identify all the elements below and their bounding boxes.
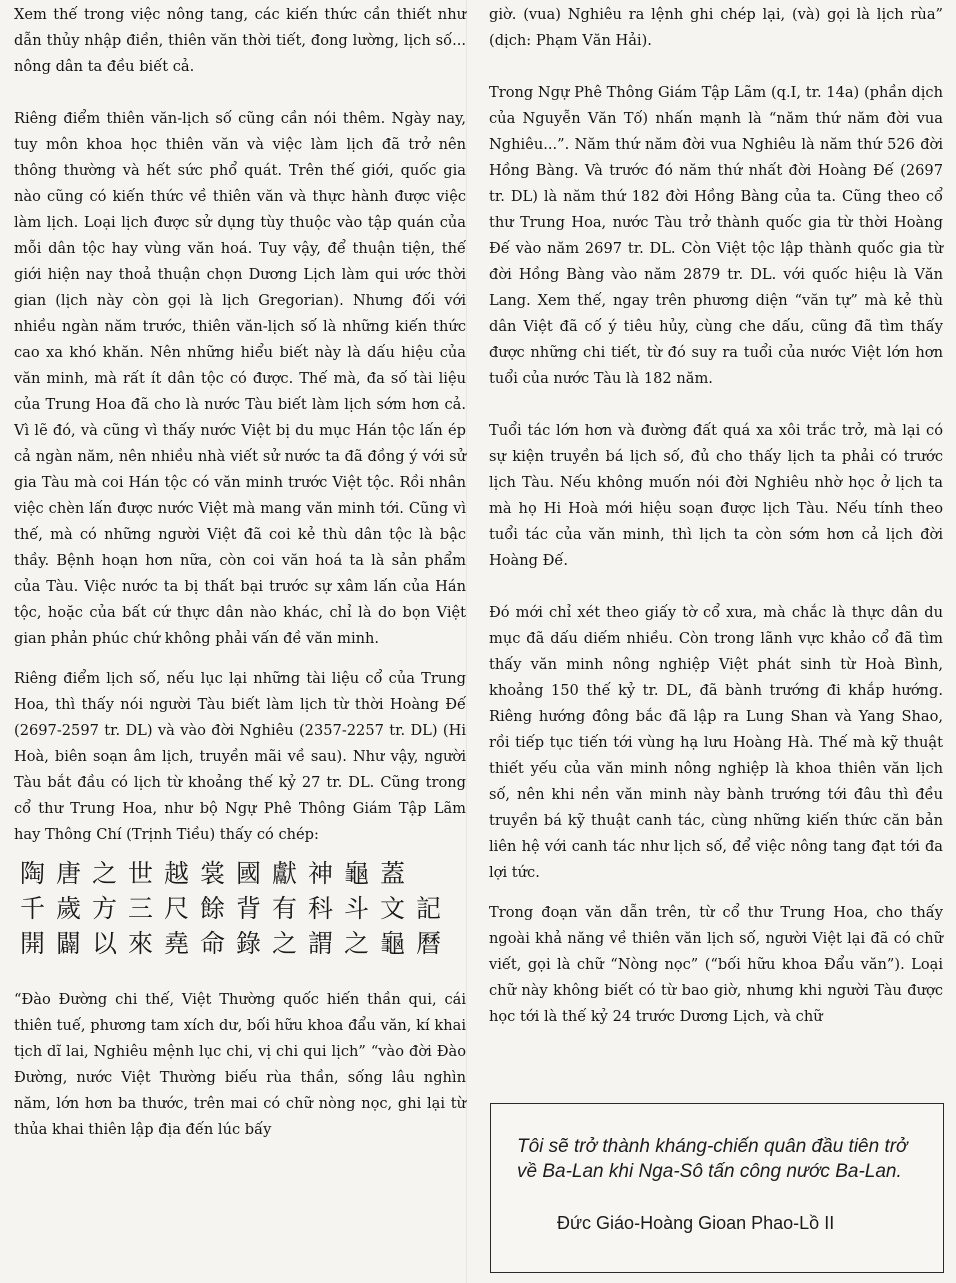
quote-box xyxy=(490,1103,944,1273)
left-paragraph-3: Riêng điểm lịch số, nếu lục lại những tài liệu cổ của Trung Hoa, thì thấy nói người Tàu biết làm lịch từ thời Hoàng Đế (2697-2597 tr. DL) và vào đời Nghiêu (2357-2257 tr. DL) (Hi Hoà, biên soạn âm lịch, truyền mãi về sau). Như vậy, người Tàu bắt đầu có lịch từ khoảng thế kỷ 27 tr. DL. Cũng trong cổ thư Trung Hoa, như bộ Ngự Phê Thông Giám Tập Lãm hay Thông Chí (Trịnh Tiều) thấy có chép: xyxy=(14,670,466,843)
left-paragraph-1: Xem thế trong việc nông tang, các kiến thức cần thiết như dẫn thủy nhập điền, thiên văn thời tiết, đong lường, lịch số... nông dân ta đều biết cả. xyxy=(14,6,466,75)
right-paragraph-2: Trong Ngự Phê Thông Giám Tập Lãm (q.I, tr. 14a) (phần dịch của Nguyễn Văn Tố) nhấn mạnh là “năm thứ năm đời vua Nghiêu...”. Năm thứ năm đời vua Nghiêu là năm thứ 526 đời Hồng Bàng. Và trước đó năm thứ nhất đời Hoàng Đế (2697 tr. DL) là năm thứ 182 đời Hồng Bàng của ta. Cũng theo cổ thư Trung Hoa, nước Tàu trở thành quốc gia từ thời Hoàng Đế vào năm 2697 tr. DL. Còn Việt tộc lập thành quốc gia từ đời Hồng Bàng vào năm 2879 tr. DL. với quốc hiệu là Văn Lang. Xem thế, ngay trên phương diện “văn tự” mà kẻ thù dân Việt đã cố ý tiêu hủy, cùng che dấu, cũng đã tìm thấy được những chi tiết, từ đó suy ra tuổi của nước Việt lớn hơn tuổi của nước Tàu là 182 năm. xyxy=(489,84,943,387)
quote-text: Tôi sẽ trở thành kháng-chiến quân đầu tiên trở về Ba-Lan khi Nga-Sô tấn công nước Ba-Lan. xyxy=(517,1136,908,1182)
paragraph-gap xyxy=(14,961,466,987)
left-paragraph-4: “Đào Đường chi thế, Việt Thường quốc hiến thần qui, cái thiên tuế, phương tam xích dư, bối hữu khoa đẩu văn, kí khai tịch dĩ lai, Nghiêu mệnh lục chi, vị chi qui lịch” “vào đời Đào Đường, nước Việt Thường biếu rùa thần, sống lâu nghìn năm, lớn hơn ba thước, trên mai có chữ nòng nọc, ghi lại từ thủa khai thiên lập địa đến lúc bấy xyxy=(14,991,466,1138)
column-divider xyxy=(466,0,467,1283)
chinese-line-1: 陶唐之世越裳國獻神龜蓋 xyxy=(20,859,417,888)
left-paragraph-2: Riêng điểm thiên văn-lịch số cũng cần nói thêm. Ngày nay, tuy môn khoa học thiên văn và việc làm lịch đã trở nên thông thường và hết sức phổ quát. Trên thế giới, quốc gia nào cũng có kiến thức về thiên văn và thực hành được việc làm lịch. Loại lịch được sử dụng tùy thuộc vào tập quán của mỗi dân tộc hay vùng văn hoá. Tuy vậy, để thuận tiện, thế giới hiện nay thoả thuận chọn Dương Lịch làm qui ước thời gian (lịch này còn gọi là lịch Gregorian). Nhưng đối với nhiều ngàn năm trước, thiên văn-lịch số là những kiến thức cao xa khó khăn. Nên những hiểu biết này là dấu hiệu của văn minh, mà rất ít dân tộc có được. Thế mà, đa số tài liệu của Trung Hoa đã cho là nước Tàu biết làm lịch sớm hơn cả. Vì lẽ đó, và cũng vì thấy nước Việt bị du mục Hán tộc lấn ép cả ngàn năm, nên nhiều nhà viết sử nước ta đã đồng ý với sử gia Tàu mà coi Hán tộc có văn minh trước Việt tộc. Rồi nhân việc chèn lấn được nước Việt mà mang văn minh tới. Cũng vì thế, mà có những người Việt đã coi kẻ thù dân tộc là bậc thầy. Bệnh hoạn hơn nữa, còn coi văn hoá ta là sản phẩm của Tàu. Việc nước ta bị thất bại trước sự xâm lấn của Hán tộc, hoặc của bất cứ thực dân nào khác, chỉ là do bọn Việt gian phản phúc chứ không phải vấn đề văn minh. xyxy=(14,110,466,647)
right-paragraph-1: giờ. (vua) Nghiêu ra lệnh ghi chép lại, (và) gọi là lịch rùa” (dịch: Phạm Văn Hải). xyxy=(489,6,943,49)
quote-author: Đức Giáo-Hoàng Gioan Phao-Lồ II xyxy=(557,1213,835,1233)
right-column xyxy=(489,2,943,1030)
right-paragraph-3: Tuổi tác lớn hơn và đường đất quá xa xôi trắc trở, mà lại có sự kiện truyền bá lịch số, đủ cho thấy lịch ta phải có trước lịch Tàu. Nếu không muốn nói đời Nghiêu nhờ học ở lịch ta mà họ Hi Hoà mới hiệu soạn được lịch Tàu. Nếu tính theo tuổi tác của văn minh, thì lịch ta còn sớm hơn cả lịch đời Hoàng Đế. xyxy=(489,422,943,569)
right-paragraph-5: Trong đoạn văn dẫn trên, từ cổ thư Trung Hoa, cho thấy ngoài khả năng về thiên văn lịch số, người Việt lại đã có chữ viết, gọi là chữ “Nòng nọc” (“bối hữu khoa Đẩu văn”). Loại chữ này không biết có từ bao giờ, nhưng khi người Tàu được học tới là thế kỷ 24 trước Dương Lịch, và chữ xyxy=(489,904,943,1025)
paragraph-gap xyxy=(489,54,943,80)
right-paragraph-4: Đó mới chỉ xét theo giấy tờ cổ xưa, mà chắc là thực dân du mục đã dấu diếm nhiều. Còn trong lãnh vực khảo cổ đã tìm thấy văn minh nông nghiệp Việt phát sinh từ Hoà Bình, khoảng 150 thế kỷ tr. DL, đã bành trướng đi khắp hướng. Riêng hướng đông bắc đã lập ra Lung Shan và Yang Shao, rồi tiếp tục tiến tới vùng hạ lưu Hoàng Hà. Thế mà kỹ thuật thiết yếu của văn minh nông nghiệp là khoa thiên văn lịch số, nên khi nền văn minh này bành trướng tới đâu thì đều truyền bá kỹ thuật canh tác, cùng những kiến thức căn bản liên hệ với canh tác như lịch số, để việc nông tang đạt tới đa lợi tức. xyxy=(489,604,943,881)
chinese-line-3: 開闢以來堯命錄之謂之龜曆 xyxy=(20,929,453,958)
paragraph-gap xyxy=(14,652,466,666)
paragraph-gap xyxy=(489,574,943,600)
chinese-quotation xyxy=(20,856,466,961)
left-column xyxy=(14,2,466,1143)
paragraph-gap xyxy=(14,80,466,106)
chinese-line-2: 千歲方三尺餘背有科斗文記 xyxy=(20,894,453,923)
paragraph-gap xyxy=(489,886,943,900)
paragraph-gap xyxy=(489,392,943,418)
